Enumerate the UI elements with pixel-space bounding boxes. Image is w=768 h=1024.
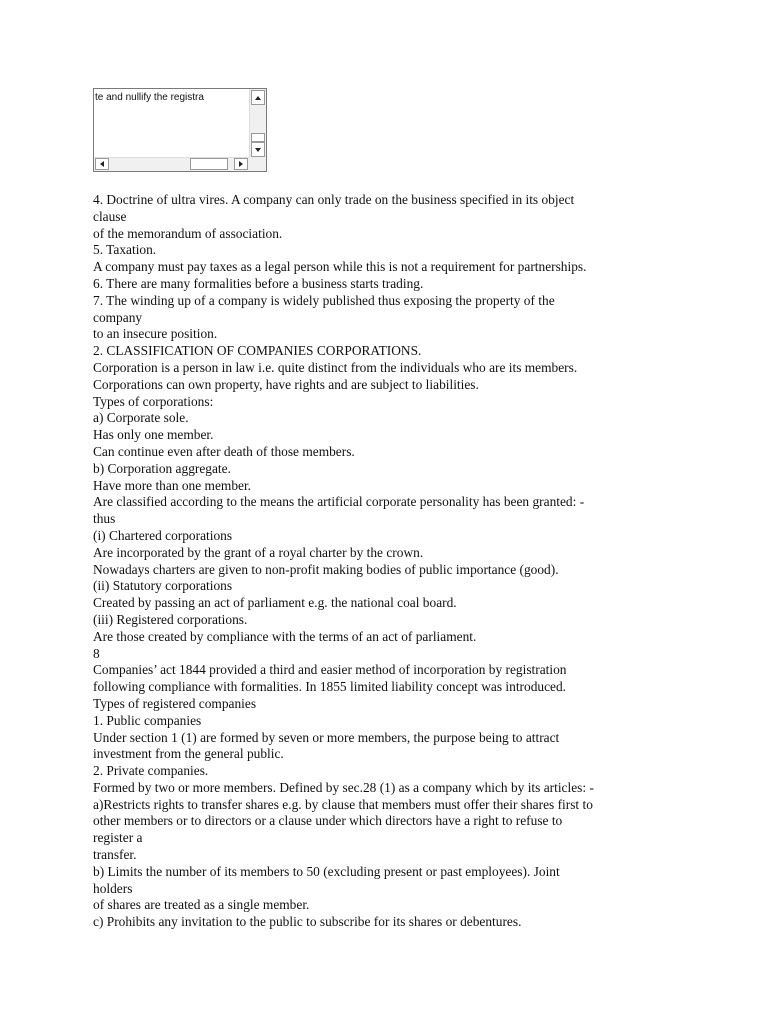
text-line: b) Limits the number of its members to 50 (excluding present or past employees). Joint	[93, 863, 560, 879]
text-line: register a	[93, 830, 143, 846]
text-line: Types of corporations:	[93, 393, 214, 409]
text-line: 2. Private companies.	[93, 763, 209, 779]
text-line: of shares are treated as a single member.	[93, 897, 310, 913]
text-line: Can continue even after death of those members.	[93, 443, 355, 459]
text-line: Are those created by compliance with the terms of an act of parliament.	[93, 628, 477, 644]
scroll-up-arrow-icon[interactable]	[251, 90, 265, 105]
text-line: transfer.	[93, 847, 137, 863]
text-line: thus	[93, 511, 116, 527]
vertical-scroll-thumb[interactable]	[251, 133, 265, 142]
text-line: Nowadays charters are given to non-profit making bodies of public importance (good).	[93, 561, 559, 577]
text-line: Created by passing an act of parliament e.g. the national coal board.	[93, 595, 457, 611]
scroll-down-arrow-icon[interactable]	[251, 142, 265, 157]
text-line: Have more than one member.	[93, 477, 252, 493]
horizontal-scroll-thumb[interactable]	[190, 158, 228, 170]
text-box-content[interactable]: te and nullify the registra	[95, 92, 204, 103]
text-line: other members or to directors or a clause under which directors have a right to refuse to	[93, 813, 563, 829]
text-line: holders	[93, 880, 133, 896]
text-line: A company must pay taxes as a legal person while this is not a requirement for partnerships.	[93, 259, 587, 275]
text-line: c) Prohibits any invitation to the public to subscribe for its shares or debentures.	[93, 914, 522, 930]
text-line: Corporations can own property, have rights and are subject to liabilities.	[93, 376, 479, 392]
text-line: 5. Taxation.	[93, 242, 157, 258]
text-line: clause	[93, 208, 127, 224]
scrollbar-corner	[249, 157, 266, 171]
text-line: 4. Doctrine of ultra vires. A company can only trade on the business specified in its object	[93, 192, 575, 207]
text-line: 1. Public companies	[93, 712, 202, 728]
text-line: (iii) Registered corporations.	[93, 611, 248, 627]
text-line: Are classified according to the means the artificial corporate personality has been granted: -	[93, 494, 585, 510]
text-line: company	[93, 309, 143, 325]
scroll-right-arrow-icon[interactable]	[234, 158, 248, 170]
text-line: Formed by two or more members. Defined by sec.28 (1) as a company which by its articles: -	[93, 779, 594, 795]
text-line: investment from the general public.	[93, 746, 284, 762]
horizontal-scrollbar[interactable]	[94, 157, 249, 171]
text-line: a) Corporate sole.	[93, 410, 189, 426]
section-heading: 2. CLASSIFICATION OF COMPANIES CORPORATIONS.	[93, 343, 422, 359]
text-line: following compliance with formalities. In 1855 limited liability concept was introduced.	[93, 679, 567, 695]
text-line: to an insecure position.	[93, 326, 218, 342]
text-line: b) Corporation aggregate.	[93, 460, 231, 476]
text-line: Types of registered companies	[93, 695, 257, 711]
text-line: Has only one member.	[93, 427, 214, 443]
scroll-left-arrow-icon[interactable]	[95, 158, 109, 170]
document-body	[93, 192, 693, 931]
page-number: 8	[93, 645, 100, 661]
text-line: Under section 1 (1) are formed by seven or more members, the purpose being to attract	[93, 729, 560, 745]
embedded-text-box[interactable]	[93, 88, 267, 172]
text-line: 7. The winding up of a company is widely published thus exposing the property of the	[93, 292, 555, 308]
vertical-scrollbar[interactable]	[249, 89, 266, 158]
text-line: 6. There are many formalities before a business starts trading.	[93, 275, 424, 291]
text-line: (ii) Statutory corporations	[93, 578, 233, 594]
text-line: a)Restricts rights to transfer shares e.g. by clause that members must offer their shares first to	[93, 796, 593, 812]
text-line: Companies’ act 1844 provided a third and easier method of incorporation by registration	[93, 662, 567, 678]
text-line: Corporation is a person in law i.e. quite distinct from the individuals who are its members.	[93, 359, 578, 375]
text-line: Are incorporated by the grant of a royal charter by the crown.	[93, 544, 424, 560]
text-line: of the memorandum of association.	[93, 225, 283, 241]
text-line: (i) Chartered corporations	[93, 527, 233, 543]
